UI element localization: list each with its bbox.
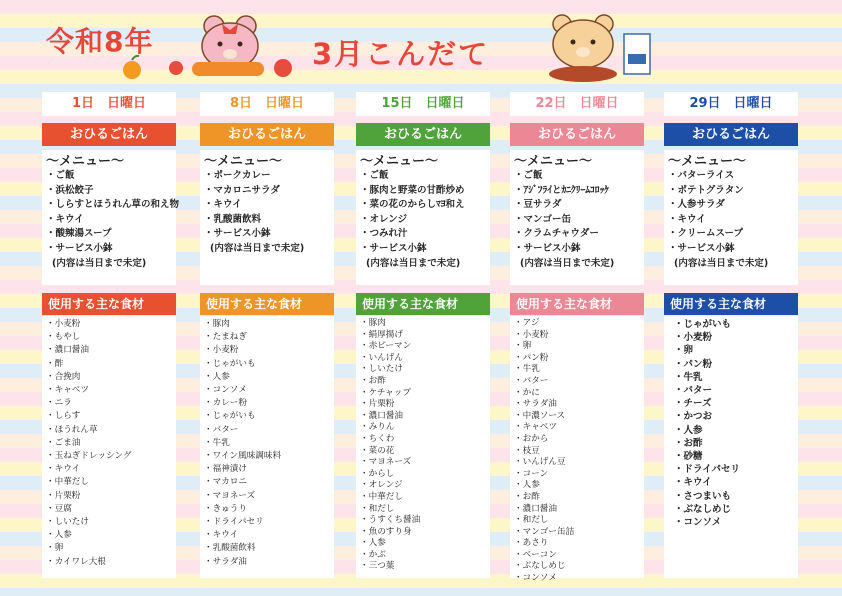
- menu-item: ・ご飯: [360, 170, 389, 181]
- ingredient-item: ・キャベツ: [46, 385, 89, 396]
- menu-note: (内容は当日まで未定): [674, 257, 769, 269]
- menu-item: ・豚肉と野菜の甘酢炒め: [360, 184, 465, 196]
- ingredient-item: ・コンソメ: [514, 573, 557, 584]
- ingredient-item: ・卵: [674, 345, 694, 357]
- menu-box: [42, 150, 180, 285]
- menu-item: ・菜の花のからしﾏﾖ和え: [360, 199, 465, 211]
- ingredient-item: ・豚肉: [360, 318, 386, 328]
- ingredient-item: ・濃口醤油: [46, 345, 89, 356]
- date-label: 8日 日曜日: [200, 92, 334, 116]
- ingredient-item: ・中華だし: [46, 477, 89, 488]
- ingredient-item: ・チーズ: [674, 398, 712, 410]
- ingredient-item: ・かぶ: [360, 549, 386, 560]
- ingredient-item: ・ニラ: [46, 398, 72, 409]
- menu-item: ・ｱｼﾞﾌﾗｲとｶﾆｸﾘｰﾑｺﾛｯｹ: [514, 184, 610, 196]
- year-label: 令和8年: [46, 25, 154, 58]
- ingredient-item: ・しらす: [46, 411, 81, 422]
- menu-item: ・マンゴー缶: [514, 213, 572, 225]
- ingredient-item: ・おから: [514, 433, 549, 444]
- ingredient-item: ・人参: [674, 424, 703, 436]
- menu-item: ・サービス小鉢: [514, 242, 581, 254]
- ingredient-item: ・合挽肉: [46, 371, 81, 382]
- ingredient-item: ・お酢: [360, 375, 386, 386]
- ingredient-item: ・ドライパセリ: [674, 464, 741, 476]
- menu-heading: ～メニュー～: [668, 154, 747, 169]
- menu-heading: ～メニュー～: [204, 154, 283, 169]
- ingredient-item: ・濃口醤油: [514, 503, 557, 514]
- ingredient-item: ・バター: [204, 424, 239, 435]
- ingredient-item: ・酢: [46, 358, 64, 369]
- menu-box: [664, 150, 798, 285]
- ingredient-item: ・ケチャップ: [360, 387, 411, 398]
- ingredient-item: ・パン粉: [674, 358, 713, 370]
- menu-item: ・乳酸菌飲料: [204, 213, 262, 225]
- ingredient-item: ・牛乳: [514, 364, 540, 375]
- ingredient-item: ・小麦粉: [514, 329, 549, 340]
- menu-note: (内容は当日まで未定): [210, 242, 305, 254]
- ingredient-item: ・パン粉: [514, 352, 549, 363]
- menu-item: ・酸辣湯スープ: [46, 228, 112, 240]
- ingredient-item: ・和だし: [360, 503, 395, 514]
- meal-label: おひるごはん: [664, 123, 798, 146]
- ingredient-item: ・キウイ: [674, 477, 712, 489]
- ingredient-item: ・小麦粉: [204, 345, 239, 356]
- ingredient-item: ・キャベツ: [514, 422, 557, 433]
- ingredient-item: ・カレー粉: [204, 398, 247, 409]
- ingredient-item: ・玉ねぎドレッシング: [46, 451, 132, 462]
- ingredient-item: ・しいたけ: [46, 517, 89, 528]
- date-label: 29日 日曜日: [664, 92, 798, 116]
- menu-item: ・しらすとほうれん草の和え物: [46, 199, 180, 211]
- ingredient-item: ・片栗粉: [46, 490, 81, 501]
- ingredient-item: ・バター: [514, 375, 549, 386]
- ingredient-item: ・お酢: [514, 491, 540, 502]
- menu-item: ・人参サラダ: [668, 199, 725, 211]
- ingredients-box: [200, 316, 334, 578]
- ingredients-box: [510, 316, 644, 584]
- ingredients-box: [356, 316, 490, 578]
- ingredient-item: ・中華だし: [360, 491, 403, 502]
- ingredient-item: ・ぶなしめじ: [674, 503, 732, 515]
- ingredient-item: ・絹厚揚げ: [360, 329, 403, 340]
- ingredient-item: ・たまねぎ: [204, 332, 247, 343]
- ingredient-item: ・きゅうり: [204, 503, 247, 514]
- ingredient-item: ・コンソメ: [204, 385, 247, 396]
- menu-item: ・ポークカレー: [204, 170, 271, 181]
- meal-label: おひるごはん: [42, 123, 176, 146]
- menu-item: ・キウイ: [668, 213, 706, 225]
- ingredient-item: ・牛乳: [674, 371, 703, 383]
- ingredient-item: ・お酢: [674, 437, 703, 449]
- ingredient-item: ・福神漬け: [204, 464, 247, 475]
- ingredient-item: ・牛乳: [204, 437, 230, 448]
- menu-item: ・サービス小鉢: [46, 242, 113, 254]
- menu-heading: ～メニュー～: [514, 154, 593, 169]
- menu-item: ・サービス小鉢: [360, 242, 427, 254]
- ingredient-item: ・ほうれん草: [46, 424, 98, 435]
- ingredient-item: ・小麦粉: [46, 319, 81, 329]
- menu-item: ・浜松餃子: [46, 184, 94, 196]
- menu-heading: ～メニュー～: [360, 154, 439, 169]
- ingredients-box: [664, 316, 798, 578]
- menu-item: ・サービス小鉢: [668, 242, 735, 254]
- ingredient-item: ・片栗粉: [360, 399, 395, 410]
- ingredient-item: ・豆腐: [46, 503, 72, 514]
- ingredient-item: ・カイワレ大根: [46, 556, 106, 567]
- ingredient-item: ・コンソメ: [674, 517, 722, 529]
- ingredient-item: ・サラダ油: [514, 399, 557, 410]
- menu-item: ・サービス小鉢: [204, 228, 271, 240]
- ingredient-item: ・オレンジ: [360, 480, 403, 491]
- ingredient-item: ・かに: [514, 387, 540, 398]
- ingredient-item: ・人参: [514, 480, 540, 491]
- menu-note: (内容は当日まで未定): [366, 257, 461, 269]
- ingredient-item: ・じゃがいも: [204, 411, 256, 422]
- menu-item: ・バターライス: [668, 170, 735, 181]
- ingredient-item: ・みりん: [360, 422, 395, 433]
- ingredient-item: ・アジ: [514, 318, 540, 328]
- ingredient-item: ・いんげん豆: [514, 457, 566, 468]
- ingredient-item: ・濃口醤油: [360, 410, 403, 421]
- menu-item: ・マカロニサラダ: [204, 184, 280, 196]
- ingredient-item: ・じゃがいも: [204, 358, 256, 369]
- ingredient-item: ・中濃ソース: [514, 410, 566, 421]
- ingredient-item: ・卵: [46, 543, 64, 554]
- ingredient-item: ・豚肉: [204, 319, 230, 329]
- date-label: 1日 日曜日: [42, 92, 176, 116]
- date-label: 22日 日曜日: [510, 92, 644, 116]
- menu-item: ・キウイ: [204, 199, 242, 211]
- ingredient-item: ・マヨネーズ: [360, 457, 412, 468]
- ingredient-item: ・ドライパセリ: [204, 517, 264, 528]
- ingredient-item: ・もやし: [46, 332, 81, 343]
- menu-item: ・クリームスープ: [668, 228, 744, 240]
- ingredients-label: 使用する主な食材: [42, 293, 176, 315]
- menu-item: ・豆サラダ: [514, 199, 562, 211]
- menu-box: [356, 150, 490, 285]
- ingredient-item: ・三つ葉: [360, 561, 395, 572]
- ingredient-item: ・魚のすり身: [360, 526, 412, 537]
- menu-item: ・オレンジ: [360, 213, 408, 225]
- menu-note: (内容は当日まで未定): [52, 257, 147, 269]
- ingredient-item: ・ごま油: [46, 437, 81, 448]
- meal-label: おひるごはん: [200, 123, 334, 146]
- orange-icon: [123, 61, 141, 79]
- ingredients-label: 使用する主な食材: [510, 293, 644, 315]
- menu-note: (内容は当日まで未定): [520, 257, 615, 269]
- ingredients-label: 使用する主な食材: [664, 293, 798, 315]
- menu-box: [510, 150, 644, 285]
- menu-item: ・クラムチャウダー: [514, 228, 599, 240]
- ingredient-item: ・マカロニ: [204, 477, 247, 488]
- ingredient-item: ・かつお: [674, 411, 713, 423]
- menu-item: ・ポテトグラタン: [668, 184, 744, 196]
- menu-item: ・ご飯: [514, 170, 543, 181]
- ingredient-item: ・砂糖: [674, 451, 703, 463]
- meal-label: おひるごはん: [510, 123, 644, 146]
- ingredient-item: ・ちくわ: [360, 433, 395, 444]
- ingredient-item: ・キウイ: [204, 530, 239, 541]
- meal-label: おひるごはん: [356, 123, 490, 146]
- menu-item: ・ご飯: [46, 170, 75, 181]
- ingredient-item: ・しいたけ: [360, 364, 403, 375]
- ingredient-item: ・いんげん: [360, 352, 403, 363]
- apple-icon: [274, 59, 292, 77]
- ingredient-item: ・バター: [674, 385, 713, 397]
- ingredient-item: ・サラダ油: [204, 556, 247, 567]
- ingredient-item: ・コーン: [514, 468, 549, 479]
- ingredient-item: ・人参: [360, 538, 386, 549]
- menu-item: ・キウイ: [46, 213, 84, 225]
- ingredient-item: ・ワイン風味調味料: [204, 451, 282, 462]
- ingredient-item: ・さつまいも: [674, 490, 732, 502]
- ingredient-item: ・赤ピーマン: [360, 341, 412, 352]
- ingredient-item: ・人参: [204, 371, 230, 382]
- bear-with-pizza-illustration: [548, 12, 660, 82]
- apple-icon: [169, 61, 183, 75]
- ingredient-item: ・キウイ: [46, 464, 81, 475]
- ingredients-label: 使用する主な食材: [200, 293, 334, 315]
- bear-with-carrot-illustration: [118, 10, 303, 82]
- menu-heading: ～メニュー～: [46, 154, 125, 169]
- ingredient-item: ・じゃがいも: [674, 319, 732, 330]
- ingredients-box: [42, 316, 176, 578]
- ingredient-item: ・ベーコン: [514, 549, 557, 560]
- ingredient-item: ・和だし: [514, 515, 549, 526]
- menu-box: [200, 150, 334, 285]
- ingredient-item: ・あさり: [514, 538, 549, 549]
- ingredient-item: ・マンゴー缶詰: [514, 526, 575, 537]
- ingredient-item: ・枝豆: [514, 445, 540, 456]
- ingredient-item: ・乳酸菌飲料: [204, 543, 256, 554]
- ingredient-item: ・マヨネーズ: [204, 490, 256, 501]
- ingredient-item: ・うすくち醤油: [360, 515, 421, 526]
- ingredient-item: ・からし: [360, 468, 395, 479]
- ingredient-item: ・ぶなしめじ: [514, 561, 566, 572]
- ingredients-label: 使用する主な食材: [356, 293, 490, 315]
- ingredient-item: ・卵: [514, 341, 532, 352]
- page-title: 3月こんだて: [312, 37, 490, 71]
- date-label: 15日 日曜日: [356, 92, 490, 116]
- menu-item: ・つみれ汁: [360, 228, 408, 240]
- ingredient-item: ・菜の花: [360, 445, 395, 456]
- ingredient-item: ・小麦粉: [674, 332, 713, 344]
- ingredient-item: ・人参: [46, 530, 72, 541]
